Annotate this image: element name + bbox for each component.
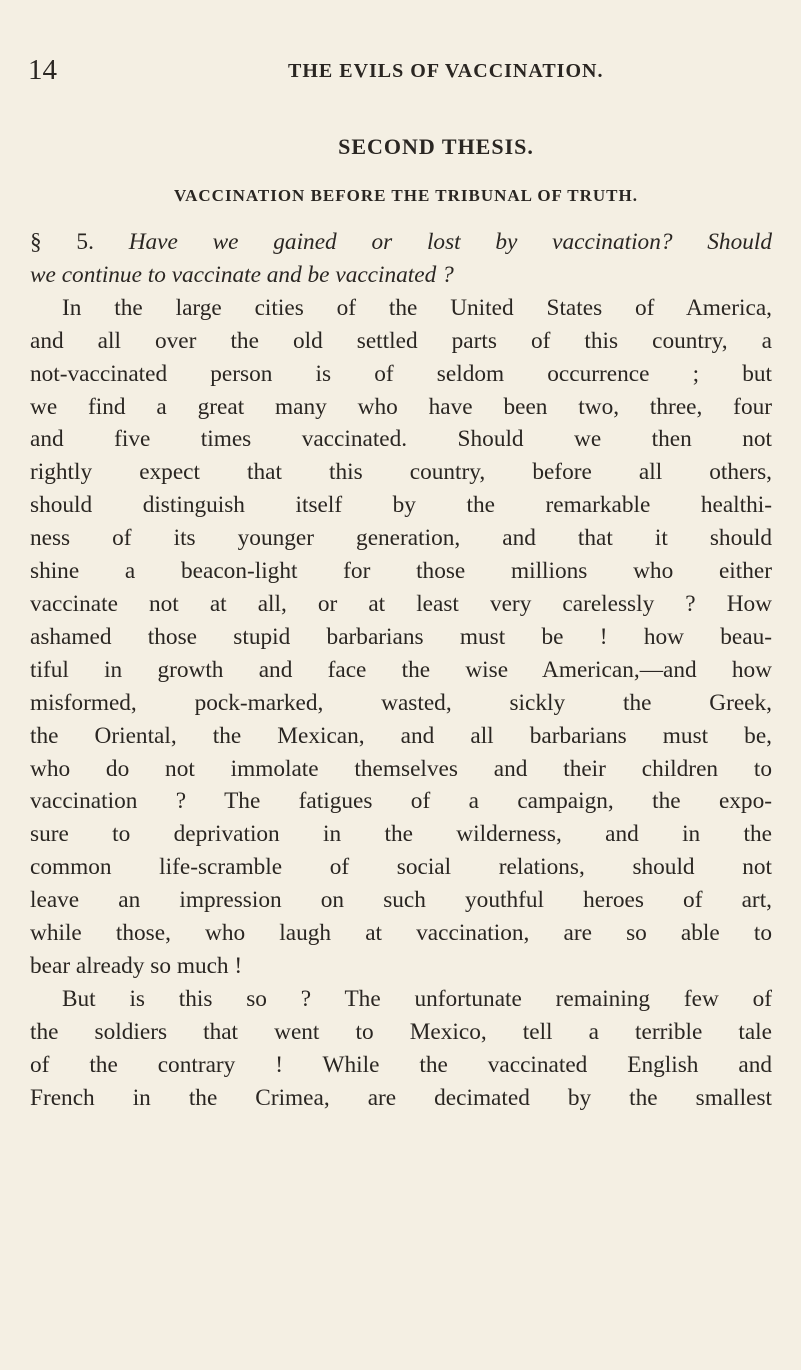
page-number: 14 — [28, 54, 57, 86]
text-line: and five times vaccinated. Should we then not — [30, 426, 772, 453]
text-line: misformed, pock-marked, wasted, sickly the Greek, — [30, 689, 772, 716]
text-line: ashamed those stupid barbarians must be ! how beau- — [30, 623, 772, 650]
body-text — [30, 226, 772, 1114]
paragraph — [30, 292, 772, 983]
italic-text: Have we gained or lost by vaccination? Should — [128, 229, 772, 255]
running-title: THE EVILS OF VACCINATION. — [288, 60, 604, 82]
text-line — [30, 226, 772, 259]
text-line: leave an impression on such youthful heroes of art, — [30, 887, 772, 914]
text-line: bear already so much ! — [30, 952, 243, 979]
text-line: not-vaccinated person is of seldom occurrence ; but — [30, 360, 772, 387]
text-line: the soldiers that went to Mexico, tell a terrible tale — [30, 1018, 772, 1045]
page-body — [30, 130, 772, 1114]
text-line: should distinguish itself by the remarkable healthi- — [30, 492, 772, 519]
thesis-title: SECOND THESIS. — [338, 134, 534, 159]
text-line: ness of its younger generation, and that it should — [30, 525, 772, 552]
text-line: who do not immolate themselves and their children to — [30, 755, 772, 782]
text-line: shine a beacon-light for those millions who either — [30, 558, 772, 585]
text-line: In the large cities of the United States of America, — [62, 294, 772, 321]
text-line: we find a great many who have been two, three, four — [30, 393, 772, 420]
text-line: But is this so ? The unfortunate remaining few of — [62, 985, 772, 1012]
text-line: rightly expect that this country, before all others, — [30, 459, 772, 486]
text-line: common life-scramble of social relations, should not — [30, 854, 772, 881]
text-line: sure to deprivation in the wilderness, and in the — [30, 821, 772, 848]
paragraph — [30, 226, 772, 292]
section-subtitle: VACCINATION BEFORE THE TRIBUNAL OF TRUTH. — [174, 186, 638, 205]
italic-text: we continue to vaccinate and be vaccinated ? — [30, 261, 454, 288]
running-head — [28, 52, 761, 88]
text-line — [30, 259, 772, 292]
paragraph — [30, 983, 772, 1115]
text-line: while those, who laugh at vaccination, are so able to — [30, 920, 772, 947]
text-line: vaccination ? The fatigues of a campaign, the expo- — [30, 788, 772, 815]
text-line: French in the Crimea, are decimated by the smallest — [30, 1084, 772, 1111]
text-line: of the contrary ! While the vaccinated English and — [30, 1051, 772, 1078]
text-line: vaccinate not at all, or at least very carelessly ? How — [30, 590, 772, 617]
text-run: § 5. — [30, 229, 129, 255]
text-line: the Oriental, the Mexican, and all barbarians must be, — [30, 722, 772, 749]
text-line: tiful in growth and face the wise American,—and how — [30, 656, 772, 683]
text-line: and all over the old settled parts of this country, a — [30, 327, 772, 354]
